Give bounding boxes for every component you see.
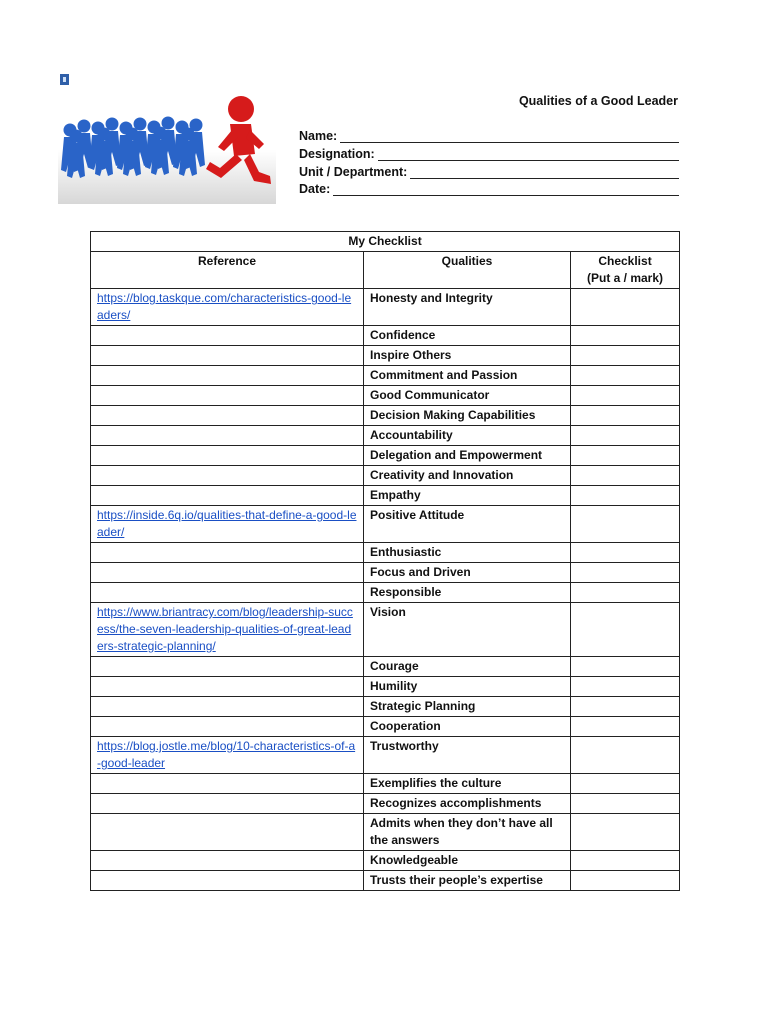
form-field-blank[interactable]	[378, 148, 679, 161]
reference-cell	[91, 446, 364, 466]
column-header-qualities: Qualities	[364, 252, 571, 289]
table-row	[91, 774, 680, 794]
quality-cell: Knowledgeable	[364, 851, 571, 871]
reference-cell	[91, 346, 364, 366]
table-row	[91, 426, 680, 446]
quality-cell: Focus and Driven	[364, 563, 571, 583]
checklist-table	[90, 231, 680, 891]
leader-team-image	[58, 92, 276, 204]
checklist-mark-cell[interactable]	[571, 677, 680, 697]
table-row	[91, 737, 680, 774]
form-field-row	[299, 180, 679, 196]
quality-cell: Empathy	[364, 486, 571, 506]
reference-cell	[91, 326, 364, 346]
reference-link[interactable]: https://inside.6q.io/qualities-that-define-a-good-leader/	[97, 508, 357, 539]
quality-cell: Trusts their people’s expertise	[364, 871, 571, 891]
form-field-label: Unit / Department:	[299, 165, 408, 179]
reference-cell	[91, 677, 364, 697]
checklist-mark-cell[interactable]	[571, 506, 680, 543]
checklist-mark-cell[interactable]	[571, 326, 680, 346]
table-row	[91, 814, 680, 851]
reference-cell	[91, 406, 364, 426]
table-caption: My Checklist	[91, 232, 680, 252]
form-field-row	[299, 163, 679, 179]
reference-cell	[91, 386, 364, 406]
checklist-mark-cell[interactable]	[571, 603, 680, 657]
checklist-mark-cell[interactable]	[571, 366, 680, 386]
reference-cell	[91, 563, 364, 583]
reference-link[interactable]: https://blog.taskque.com/characteristics-good-leaders/	[97, 291, 352, 322]
quality-cell: Responsible	[364, 583, 571, 603]
reference-cell	[91, 794, 364, 814]
reference-cell	[91, 851, 364, 871]
reference-cell	[91, 774, 364, 794]
quality-cell: Recognizes accomplishments	[364, 794, 571, 814]
table-row	[91, 603, 680, 657]
checklist-mark-cell[interactable]	[571, 406, 680, 426]
quality-cell: Positive Attitude	[364, 506, 571, 543]
form-field-blank[interactable]	[410, 166, 679, 179]
quality-cell: Inspire Others	[364, 346, 571, 366]
checklist-mark-cell[interactable]	[571, 583, 680, 603]
column-header-checklist: Checklist (Put a / mark)	[571, 252, 680, 289]
reference-cell	[91, 486, 364, 506]
table-row	[91, 563, 680, 583]
checklist-mark-cell[interactable]	[571, 446, 680, 466]
quality-cell: Courage	[364, 657, 571, 677]
table-row	[91, 326, 680, 346]
reference-cell	[91, 603, 364, 657]
table-row	[91, 406, 680, 426]
checklist-mark-cell[interactable]	[571, 794, 680, 814]
checklist-mark-cell[interactable]	[571, 563, 680, 583]
table-row	[91, 697, 680, 717]
checklist-mark-cell[interactable]	[571, 486, 680, 506]
quality-cell: Good Communicator	[364, 386, 571, 406]
table-row	[91, 466, 680, 486]
checklist-mark-cell[interactable]	[571, 657, 680, 677]
form-field-blank[interactable]	[340, 130, 679, 143]
reference-cell	[91, 871, 364, 891]
table-row	[91, 543, 680, 563]
table-row	[91, 366, 680, 386]
quality-cell: Enthusiastic	[364, 543, 571, 563]
table-row	[91, 871, 680, 891]
quality-cell: Cooperation	[364, 717, 571, 737]
table-row	[91, 506, 680, 543]
checklist-mark-cell[interactable]	[571, 426, 680, 446]
checklist-mark-cell[interactable]	[571, 774, 680, 794]
table-row	[91, 657, 680, 677]
checklist-mark-cell[interactable]	[571, 289, 680, 326]
checklist-mark-cell[interactable]	[571, 386, 680, 406]
checklist-mark-cell[interactable]	[571, 871, 680, 891]
quality-cell: Humility	[364, 677, 571, 697]
page-title: Qualities of a Good Leader	[518, 94, 678, 108]
quality-cell: Delegation and Empowerment	[364, 446, 571, 466]
table-row	[91, 446, 680, 466]
checklist-mark-cell[interactable]	[571, 717, 680, 737]
form-field-label: Designation:	[299, 147, 375, 161]
reference-cell	[91, 737, 364, 774]
form-field-row	[299, 127, 679, 143]
reference-cell	[91, 814, 364, 851]
checklist-mark-cell[interactable]	[571, 466, 680, 486]
column-header-reference: Reference	[91, 252, 364, 289]
reference-link[interactable]: https://www.briantracy.com/blog/leadership-success/the-seven-leadership-qualities-of-great-leaders-strategic-planning/	[97, 605, 353, 653]
table-row	[91, 486, 680, 506]
quality-cell: Commitment and Passion	[364, 366, 571, 386]
checklist-mark-cell[interactable]	[571, 543, 680, 563]
reference-cell	[91, 717, 364, 737]
table-row	[91, 386, 680, 406]
table-row	[91, 677, 680, 697]
quality-cell: Confidence	[364, 326, 571, 346]
reference-cell	[91, 426, 364, 446]
reference-link[interactable]: https://blog.jostle.me/blog/10-characteristics-of-a-good-leader	[97, 739, 356, 770]
quality-cell: Honesty and Integrity	[364, 289, 571, 326]
quality-cell: Trustworthy	[364, 737, 571, 774]
reference-cell	[91, 506, 364, 543]
reference-cell	[91, 366, 364, 386]
table-row	[91, 289, 680, 326]
checklist-mark-cell[interactable]	[571, 814, 680, 851]
form-field-blank[interactable]	[333, 183, 679, 196]
table-row	[91, 583, 680, 603]
reference-cell	[91, 289, 364, 326]
checklist-mark-cell[interactable]	[571, 851, 680, 871]
quality-cell: Exemplifies the culture	[364, 774, 571, 794]
quality-cell: Admits when they don’t have all the answers	[364, 814, 571, 851]
form-field-label: Name:	[299, 129, 338, 143]
checklist-mark-cell[interactable]	[571, 697, 680, 717]
checklist-mark-cell[interactable]	[571, 346, 680, 366]
table-row	[91, 794, 680, 814]
table-row	[91, 346, 680, 366]
reference-cell	[91, 466, 364, 486]
document-icon	[60, 74, 69, 85]
quality-cell: Vision	[364, 603, 571, 657]
reference-cell	[91, 583, 364, 603]
form-field-row	[299, 145, 679, 161]
reference-cell	[91, 543, 364, 563]
reference-cell	[91, 697, 364, 717]
form-field-label: Date:	[299, 182, 331, 196]
checklist-mark-cell[interactable]	[571, 737, 680, 774]
reference-cell	[91, 657, 364, 677]
quality-cell: Accountability	[364, 426, 571, 446]
quality-cell: Creativity and Innovation	[364, 466, 571, 486]
quality-cell: Decision Making Capabilities	[364, 406, 571, 426]
table-row	[91, 851, 680, 871]
team-figures	[61, 117, 205, 179]
table-row	[91, 717, 680, 737]
quality-cell: Strategic Planning	[364, 697, 571, 717]
